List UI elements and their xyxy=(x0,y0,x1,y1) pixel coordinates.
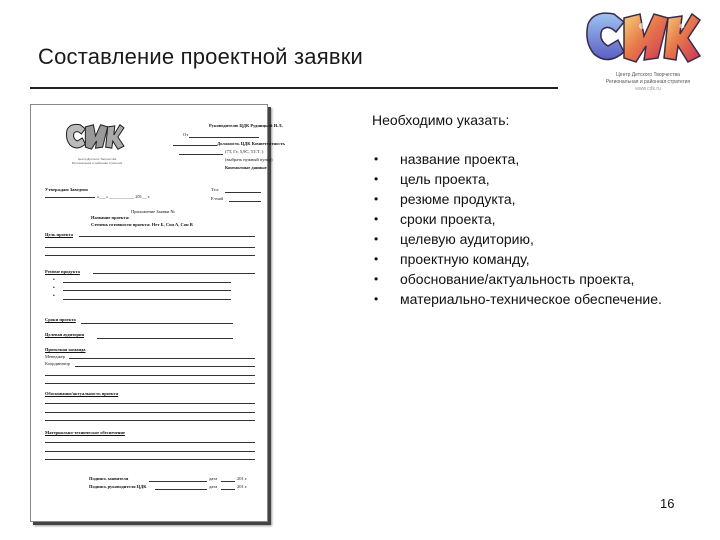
form-line xyxy=(75,366,255,367)
form-year: 201 г. xyxy=(237,476,248,481)
form-line xyxy=(69,358,255,359)
list-item: • резюме продукта, xyxy=(374,191,516,207)
form-signature-line xyxy=(155,489,207,490)
requirements-list xyxy=(370,149,662,309)
form-blank-line xyxy=(45,197,95,198)
list-item: • целевую аудиторию, xyxy=(374,231,534,247)
bullet-icon: • xyxy=(53,277,55,283)
logo-subtitle: Центр Детского Творчества Региональная и районная стратегия www.cdk.ru xyxy=(605,72,691,92)
form-section-team: Проектная команда xyxy=(45,347,86,352)
form-signature-head: Подпись руководителя ЦДК xyxy=(89,484,147,489)
form-line xyxy=(45,420,255,421)
requirements-heading: Необходимо указать: xyxy=(372,112,510,128)
list-item: • материально-техническое обеспечение. xyxy=(374,291,662,307)
form-line xyxy=(79,236,255,237)
bullet-icon: • xyxy=(374,172,379,186)
form-line xyxy=(45,403,255,404)
list-item: • обоснование/актуальность проекта, xyxy=(374,271,635,287)
bullet-icon: • xyxy=(53,285,55,291)
form-logo-subtitle: Центр Детского Творчества Региональная и районная стратегия xyxy=(71,157,123,165)
form-tel-line xyxy=(225,192,261,193)
form-position-options: (7Т, Гт, 5,9С, Т.Г.Т. ) xyxy=(225,149,264,154)
form-date-line xyxy=(221,489,235,490)
form-from-line xyxy=(189,137,259,138)
form-app-number: Приложение Заявки № xyxy=(131,209,175,214)
title-divider xyxy=(30,87,558,89)
form-contacts: Контактные данные xyxy=(225,165,267,170)
list-item: • сроки проекта, xyxy=(374,211,496,227)
form-line xyxy=(45,451,255,452)
form-line xyxy=(45,383,255,384)
form-approve: Утверждаю Заведено xyxy=(45,187,88,192)
form-project-name: Название проекта: xyxy=(91,215,130,220)
list-item: • название проекта, xyxy=(374,151,520,167)
bullet-icon: • xyxy=(374,232,379,246)
form-section-summary: Резюме продукта xyxy=(45,269,80,274)
form-email-line xyxy=(229,201,261,202)
form-date-line xyxy=(221,481,235,482)
bullet-icon: • xyxy=(374,292,379,306)
form-addressee: Руководителю ЦДК Рудницкой И.Л. xyxy=(209,123,283,128)
page-number: 16 xyxy=(660,496,675,511)
logo-text: ЦДК xyxy=(643,68,645,69)
bullet-icon: • xyxy=(374,192,379,206)
form-logo xyxy=(65,119,125,155)
form-team-manager: Менеджер xyxy=(45,354,65,359)
bullet-icon: • xyxy=(374,152,379,166)
list-item: • проектную команду, xyxy=(374,251,530,267)
form-email: E-mail xyxy=(211,196,224,201)
form-line xyxy=(45,255,255,256)
form-year: 201 г. xyxy=(237,484,248,489)
form-line xyxy=(45,247,255,248)
form-stage: Степень готовности проекта: Нет Б, Сон А, Сон В xyxy=(91,222,193,227)
form-position: Должность ЦДК Компетентность xyxy=(217,141,285,146)
form-blank-line xyxy=(173,145,217,146)
form-date-label: дата xyxy=(209,484,218,489)
form-team-coordinator: Координатор xyxy=(45,361,70,366)
application-form-thumbnail xyxy=(30,104,285,522)
form-line xyxy=(63,290,231,291)
form-line xyxy=(97,338,233,339)
form-line xyxy=(45,412,255,413)
form-line xyxy=(81,323,233,324)
form-line xyxy=(63,282,231,283)
form-section-timeline: Сроки проекта xyxy=(45,317,76,322)
form-line xyxy=(45,442,255,443)
form-line xyxy=(45,459,255,460)
form-date-line: «___» ___________ 201__ г. xyxy=(97,194,151,199)
bullet-icon: • xyxy=(53,293,55,299)
list-item: • цель проекта, xyxy=(374,171,490,187)
form-section-rationale: Обоснование/актуальность проекта xyxy=(45,391,119,396)
form-choose-hint: (выбрать нужный пункт) xyxy=(225,157,273,162)
form-line xyxy=(63,299,231,300)
bullet-icon: • xyxy=(374,212,379,226)
form-tel: Тел: xyxy=(211,187,220,192)
form-signature-line xyxy=(149,481,207,482)
bullet-icon: • xyxy=(374,252,379,266)
form-signature-applicant: Подпись заявителя xyxy=(89,476,129,481)
form-from-label: От xyxy=(183,132,189,137)
page-title: Составление проектной заявки xyxy=(38,44,364,69)
form-blank-line xyxy=(179,154,223,155)
form-line xyxy=(93,273,255,274)
form-section-goal: Цель проекта xyxy=(45,232,73,237)
form-line xyxy=(45,375,255,376)
bullet-icon: • xyxy=(374,272,379,286)
form-section-audience: Целевая аудитория xyxy=(45,332,85,337)
form-date-label: дата xyxy=(209,476,218,481)
cdk-logo xyxy=(584,6,702,70)
form-section-resources: Материально-техническое обеспечение xyxy=(45,430,125,435)
